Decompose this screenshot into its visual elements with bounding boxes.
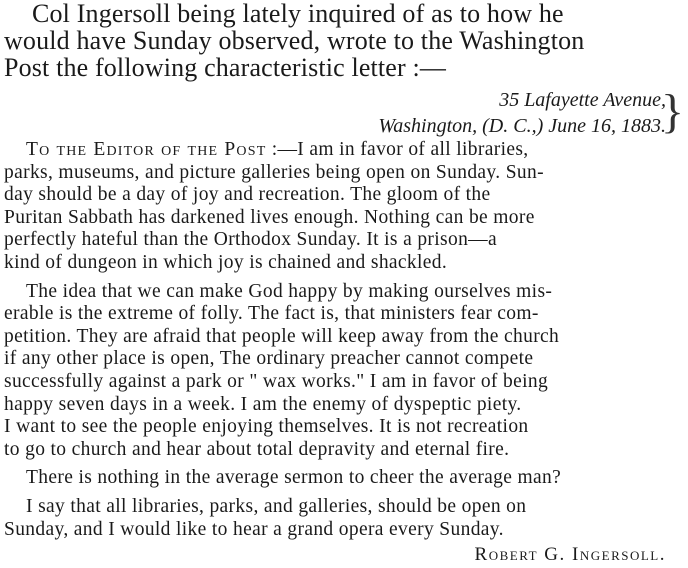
body-line: day should be a day of joy and recreation. The gloom of the bbox=[4, 184, 491, 206]
letter-dateline bbox=[378, 87, 666, 139]
body-line: if any other place is open, The ordinary preacher cannot compete bbox=[4, 348, 534, 370]
body-line: successfully against a park or " wax works." I am in favor of being bbox=[4, 370, 549, 392]
intro-line: Post the following characteristic letter :— bbox=[4, 53, 446, 82]
letter-first-line bbox=[4, 139, 686, 162]
body-line: :—I am in favor of all libraries, bbox=[271, 139, 529, 160]
brace-mark: } bbox=[660, 85, 684, 138]
body-line: happy seven days in a week. I am the enemy of dyspeptic piety. bbox=[4, 393, 522, 415]
body-line: perfectly hateful than the Orthodox Sunday. It is a prison—a bbox=[4, 229, 498, 251]
body-line: I want to see the people enjoying themselves. It is not recreation bbox=[4, 416, 529, 438]
salutation: To the Editor of the Post bbox=[26, 139, 267, 160]
body-line: The idea that we can make God happy by making ourselves mis- bbox=[26, 280, 553, 302]
body-line: parks, museums, and picture galleries being open on Sunday. Sun- bbox=[4, 161, 544, 183]
body-line: Sunday, and I would like to hear a grand opera every Sunday. bbox=[4, 518, 504, 540]
letter-body bbox=[4, 139, 686, 541]
intro-paragraph bbox=[4, 0, 688, 81]
dateline-address: 35 Lafayette Avenue, bbox=[499, 89, 666, 111]
signature: Robert G. Ingersoll. bbox=[474, 544, 666, 565]
body-line: to go to church and hear about total depravity and eternal fire. bbox=[4, 438, 510, 460]
body-line: erable is the extreme of folly. The fact is, that ministers fear com- bbox=[4, 303, 539, 325]
body-line: There is nothing in the average sermon to cheer the average man? bbox=[26, 467, 562, 489]
body-line: petition. They are afraid that people will keep away from the church bbox=[4, 325, 560, 347]
intro-line: Col Ingersoll being lately inquired of as to how he bbox=[32, 0, 564, 28]
dateline-place-date: Washington, (D. C.,) June 16, 1883. bbox=[378, 115, 666, 137]
intro-line: would have Sunday observed, wrote to the Washington bbox=[4, 26, 585, 55]
body-line: Puritan Sabbath has darkened lives enough. Nothing can be more bbox=[4, 206, 535, 228]
body-line: I say that all libraries, parks, and galleries, should be open on bbox=[26, 495, 527, 517]
body-line: kind of dungeon in which joy is chained and shackled. bbox=[4, 251, 448, 273]
